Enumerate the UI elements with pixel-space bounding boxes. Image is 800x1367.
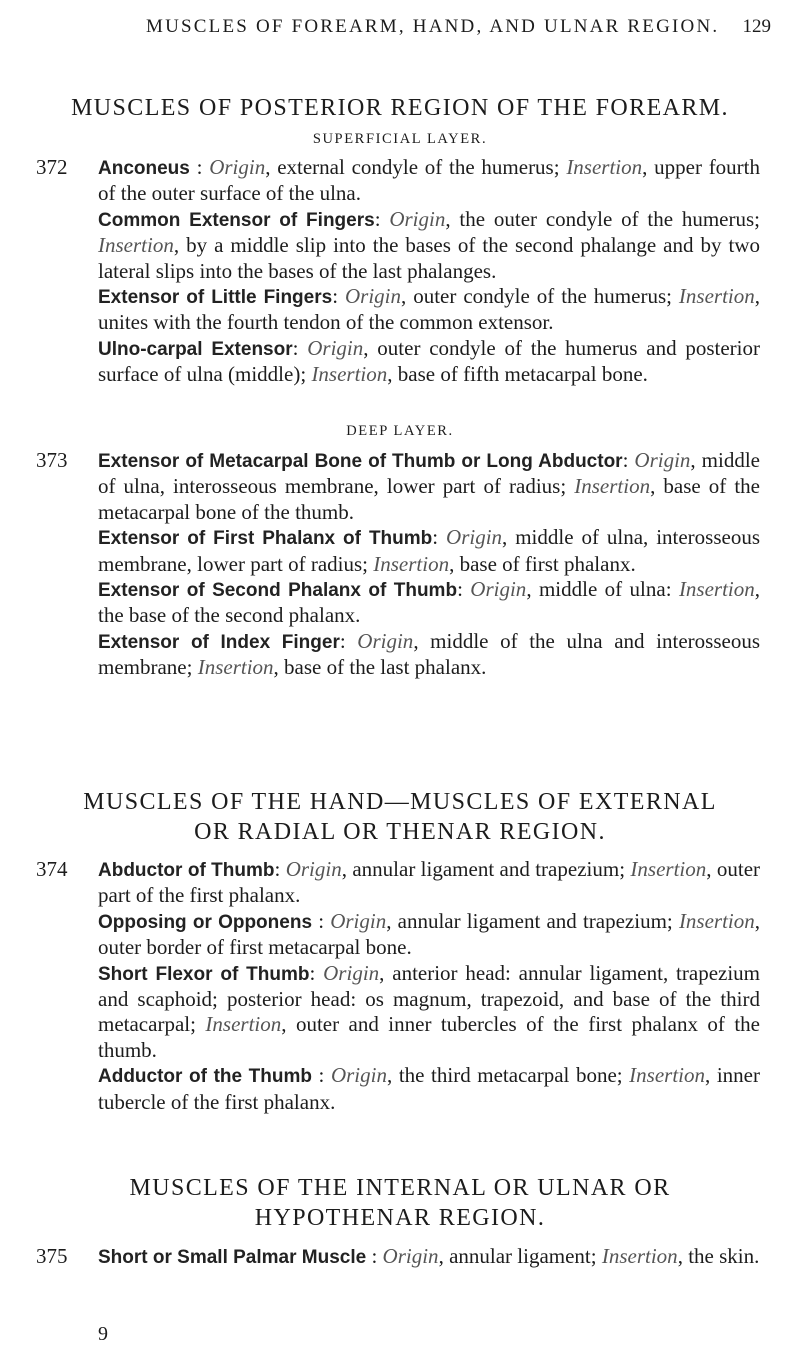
entry-number: 375 xyxy=(36,1244,68,1268)
origin-text: annular ligament and trapezium xyxy=(352,857,620,881)
insertion-text: outer and inner tubercles of the first phalanx of the thumb. xyxy=(98,1012,761,1062)
insertion-text: by a middle slip into the bases of the second phalange and by two lateral slips into the bases of the last phalanges. xyxy=(98,233,760,283)
entry-number: 373 xyxy=(36,448,68,472)
section-title-thenar-line-2: OR RADIAL OR THENAR REGION. xyxy=(194,819,606,845)
muscle-entry: Anconeus : Origin, external condyle of the humerus; Insertion, upper fourth of the outer surface of the ulna. xyxy=(98,155,761,206)
origin-text: middle of ulna, interosseous membrane, lower part of radius xyxy=(98,525,761,576)
running-head xyxy=(146,16,771,46)
insertion-text: base of first phalanx. xyxy=(459,551,636,576)
muscle-name: Extensor of Little Fingers xyxy=(98,287,333,309)
insertion-text: unites with the fourth tendon of the common extensor. xyxy=(98,310,554,335)
muscle-entry: Extensor of First Phalanx of Thumb: Origin, middle of ulna, interosseous membrane, lower part of radius; Insertion, base of first phalanx. xyxy=(98,525,761,576)
entry-373 xyxy=(36,448,761,681)
insertion-text: outer part of the first phalanx. xyxy=(98,857,761,908)
muscle-entry: Opposing or Opponens : Origin, annular ligament and trapezium; Insertion, outer border of first metacarpal bone. xyxy=(98,908,761,960)
muscle-name: Common Extensor of Fingers xyxy=(98,209,375,231)
origin-label: Origin xyxy=(389,206,446,231)
muscle-entry: Ulno-carpal Extensor: Origin, outer condyle of the humerus and posterior surface of ulna (middle); Insertion, base of fifth metacarpal bone. xyxy=(98,335,760,387)
muscle-name: Extensor of First Phalanx of Thumb xyxy=(98,528,433,550)
muscle-name: Abductor of Thumb xyxy=(98,860,275,881)
section-title-hypothenar-line-1: MUSCLES OF THE INTERNAL OR ULNAR OR xyxy=(129,1175,671,1201)
muscle-name: Anconeus xyxy=(98,158,190,179)
insertion-label: Insertion xyxy=(630,857,707,881)
insertion-label: Insertion xyxy=(197,655,274,680)
origin-label: Origin xyxy=(323,960,380,985)
muscle-entry: Extensor of Index Finger: Origin, middle of the ulna and interosseous membrane; Insertion, base of the last phalanx. xyxy=(98,628,760,680)
origin-text: annular ligament and trapezium xyxy=(397,908,667,933)
insertion-label: Insertion xyxy=(373,551,450,576)
origin-label: Origin xyxy=(470,577,527,602)
insertion-text: upper fourth of the outer surface of the ulna. xyxy=(98,155,761,206)
muscle-entry: Extensor of Second Phalanx of Thumb: Origin, middle of ulna: Insertion, the base of the second phalanx. xyxy=(98,577,761,628)
origin-label: Origin xyxy=(330,908,387,933)
origin-text: the outer condyle of the humerus xyxy=(459,206,755,231)
insertion-text: the skin. xyxy=(688,1244,760,1268)
muscle-entry: Common Extensor of Fingers: Origin, the outer condyle of the humerus; Insertion, by a middle slip into the bases of the second phalange and by two lateral slips into the bases of the last phalanges. xyxy=(98,206,761,283)
subsection-title-superficial: SUPERFICIAL LAYER. xyxy=(312,131,488,147)
insertion-label: Insertion xyxy=(678,284,755,309)
muscle-name: Extensor of Metacarpal Bone of Thumb or Long Abductor xyxy=(98,451,623,472)
origin-text: outer condyle of the humerus and posterior surface of ulna (middle) xyxy=(98,335,760,387)
insertion-label: Insertion xyxy=(205,1012,282,1037)
origin-label: Origin xyxy=(209,155,266,179)
origin-text: anterior head: annular ligament, trapezium and scaphoid; posterior head: os magnum, trapezoid, and base of the third metacarpal xyxy=(98,960,761,1037)
insertion-label: Insertion xyxy=(678,577,755,602)
muscle-name: Short or Small Palmar Muscle xyxy=(98,1247,367,1268)
origin-label: Origin xyxy=(634,448,691,472)
muscle-entry: Adductor of the Thumb : Origin, the third metacarpal bone; Insertion, inner tubercle of the first phalanx. xyxy=(98,1063,760,1114)
muscle-entry: Abductor of Thumb: Origin, annular ligament and trapezium; Insertion, outer part of the first phalanx. xyxy=(98,857,761,908)
insertion-text: the base of the second phalanx. xyxy=(98,603,361,628)
origin-text: annular ligament xyxy=(449,1244,591,1268)
insertion-text: base of the last phalanx. xyxy=(284,655,487,680)
insertion-label: Insertion xyxy=(311,362,388,387)
insertion-text: inner tubercle of the first phalanx. xyxy=(98,1063,760,1114)
section-title-hypothenar-line-2: HYPOTHENAR REGION. xyxy=(254,1205,546,1231)
insertion-label: Insertion xyxy=(98,233,174,258)
entry-372 xyxy=(36,155,761,388)
page-number: 129 xyxy=(742,16,771,37)
origin-label: Origin xyxy=(285,857,342,881)
muscle-name: Extensor of Second Phalanx of Thumb xyxy=(98,580,458,602)
muscle-name: Opposing or Opponens xyxy=(98,911,313,933)
origin-label: Origin xyxy=(307,335,364,360)
section-title-thenar-line-1: MUSCLES OF THE HAND—MUSCLES OF EXTERNAL xyxy=(83,789,717,815)
entry-number: 372 xyxy=(36,155,68,179)
muscle-entry: Short Flexor of Thumb: Origin, anterior head: annular ligament, trapezium and scaphoid; posterior head: os magnum, trapezoid, and base of the third metacarpal; Insertion, outer and inner tubercles of the first phalanx of the thumb. xyxy=(98,960,761,1062)
origin-text: external condyle of the humerus xyxy=(277,155,554,179)
running-head-title: MUSCLES OF FOREARM, HAND, AND ULNAR REGION. xyxy=(146,16,720,37)
origin-text: middle of the ulna and interosseous membrane xyxy=(98,628,760,680)
origin-label: Origin xyxy=(345,284,402,309)
origin-label: Origin xyxy=(357,628,414,653)
origin-label: Origin xyxy=(330,1063,387,1088)
entry-374 xyxy=(36,857,761,1115)
origin-text: middle of ulna, interosseous membrane, lower part of radius xyxy=(98,448,760,499)
entry-number: 374 xyxy=(36,857,68,881)
signature-mark: 9 xyxy=(98,1323,108,1345)
insertion-label: Insertion xyxy=(678,908,755,933)
insertion-label: Insertion xyxy=(574,474,651,499)
muscle-entry: Extensor of Metacarpal Bone of Thumb or Long Abductor: Origin, middle of ulna, interosseous membrane, lower part of radius; Insertion, base of the metacarpal bone of the thumb. xyxy=(98,448,761,524)
insertion-text: base of fifth metacarpal bone. xyxy=(397,362,648,387)
muscle-name: Adductor of the Thumb xyxy=(98,1066,312,1088)
insertion-text: outer border of first metacarpal bone. xyxy=(98,935,412,960)
insertion-label: Insertion xyxy=(629,1063,705,1088)
origin-text: middle of ulna xyxy=(538,577,666,602)
insertion-label: Insertion xyxy=(601,1244,678,1268)
origin-text: the third metacarpal bone xyxy=(398,1063,617,1088)
muscle-name: Short Flexor of Thumb xyxy=(98,963,310,985)
entry-375 xyxy=(36,1244,760,1270)
muscle-name: Ulno-carpal Extensor xyxy=(98,338,293,360)
subsection-title-deep: DEEP LAYER. xyxy=(346,423,454,439)
origin-text: outer condyle of the humerus xyxy=(413,284,667,309)
muscle-entry: Extensor of Little Fingers: Origin, outer condyle of the humerus; Insertion, unites with the fourth tendon of the common extensor. xyxy=(98,284,760,335)
origin-label: Origin xyxy=(382,1244,439,1268)
insertion-label: Insertion xyxy=(566,155,643,179)
insertion-text: base of the metacarpal bone of the thumb. xyxy=(98,474,761,524)
origin-label: Origin xyxy=(446,525,503,550)
muscle-entry: Short or Small Palmar Muscle : Origin, annular ligament; Insertion, the skin. xyxy=(98,1244,760,1268)
section-title-posterior-forearm: MUSCLES OF POSTERIOR REGION OF THE FOREARM. xyxy=(71,95,729,121)
muscle-name: Extensor of Index Finger xyxy=(98,631,340,653)
